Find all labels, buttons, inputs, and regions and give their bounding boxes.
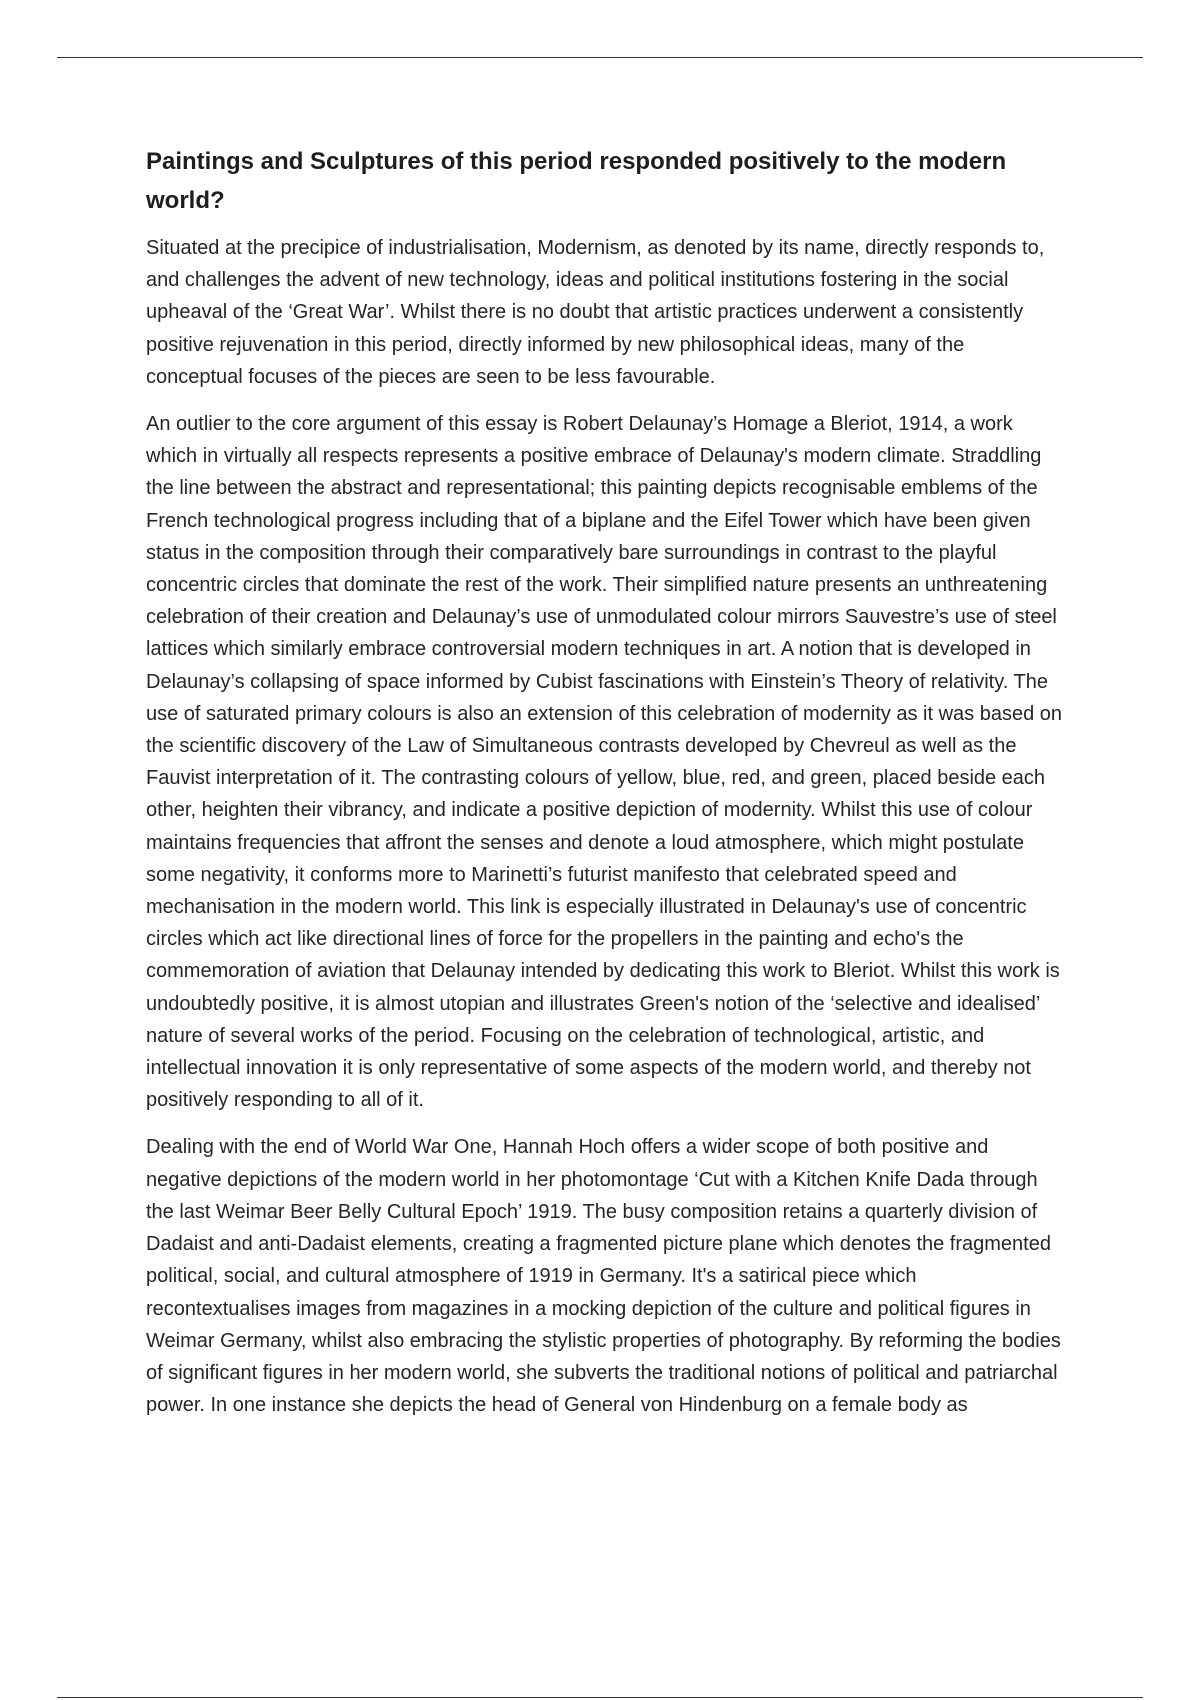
top-divider <box>57 57 1143 58</box>
paragraph-hoch: Dealing with the end of World War One, Hannah Hoch offers a wider scope of both positive and negative depictions of the modern world in her photomontage ‘Cut with a Kitchen Knife Dada through the last Weimar Beer Belly Cultural Epoch’ 1919. The busy composition retains a quarterly division of Dadaist and anti-Dadaist elements, creating a fragmented picture plane which denotes the fragmented political, social, and cultural atmosphere of 1919 in Germany. It's a satirical piece which recontextualises images from magazines in a mocking depiction of the culture and political figures in Weimar Germany, whilst also embracing the stylistic properties of photography. By reforming the bodies of significant figures in her modern world, she subverts the traditional notions of political and patriarchal power. In one instance she depicts the head of General von Hindenburg on a female body as <box>146 1136 1061 1417</box>
paragraph-delaunay: An outlier to the core argument of this essay is Robert Delaunay’s Homage a Bleriot, 1914, a work which in virtually all respects represents a positive embrace of Delaunay's modern climate. Straddling the line between the abstract and representational; this painting depicts recognisable emblems of the French technological progress including that of a biplane and the Eifel Tower which have been given status in the composition through their comparatively bare surroundings in contrast to the playful concentric circles that dominate the rest of the work. Their simplified nature presents an unthreatening celebration of their creation and Delaunay’s use of unmodulated colour mirrors Sauvestre’s use of steel lattices which similarly embrace controversial modern techniques in art. A notion that is developed in Delaunay’s collapsing of space informed by Cubist fascinations with Einstein’s Theory of relativity. The use of saturated primary colours is also an extension of this celebration of modernity as it was based on the scientific discovery of the Law of Simultaneous contrasts developed by Chevreul as well as the Fauvist interpretation of it. The contrasting colours of yellow, blue, red, and green, placed beside each other, heighten their vibrancy, and indicate a positive depiction of modernity. Whilst this use of colour maintains frequencies that affront the senses and denote a loud atmosphere, which might postulate some negativity, it conforms more to Marinetti’s futurist manifesto that celebrated speed and mechanisation in the modern world. This link is especially illustrated in Delaunay's use of concentric circles which act like directional lines of force for the propellers in the painting and echo's the commemoration of aviation that Delaunay intended by dedicating this work to Bleriot. Whilst this work is undoubtedly positive, it is almost utopian and illustrates Green's notion of the ‘selective and idealised’ nature of several works of the period. Focusing on the celebration of technological, artistic, and intellectual innovation it is only representative of some aspects of the modern world, and thereby not positively responding to all of it. <box>146 413 1063 1112</box>
paragraph-intro: Situated at the precipice of industrialisation, Modernism, as denoted by its name, directly responds to, and challenges the advent of new technology, ideas and political institutions fostering in the social upheaval of the ‘Great War’. Whilst there is no doubt that artistic practices underwent a consistently positive rejuvenation in this period, directly informed by new philosophical ideas, many of the conceptual focuses of the pieces are seen to be less favourable. <box>146 237 1045 388</box>
bottom-divider <box>57 1697 1143 1698</box>
document-title: Paintings and Sculptures of this period responded positively to the modern world? <box>146 148 1007 214</box>
document-body <box>146 142 1066 1436</box>
